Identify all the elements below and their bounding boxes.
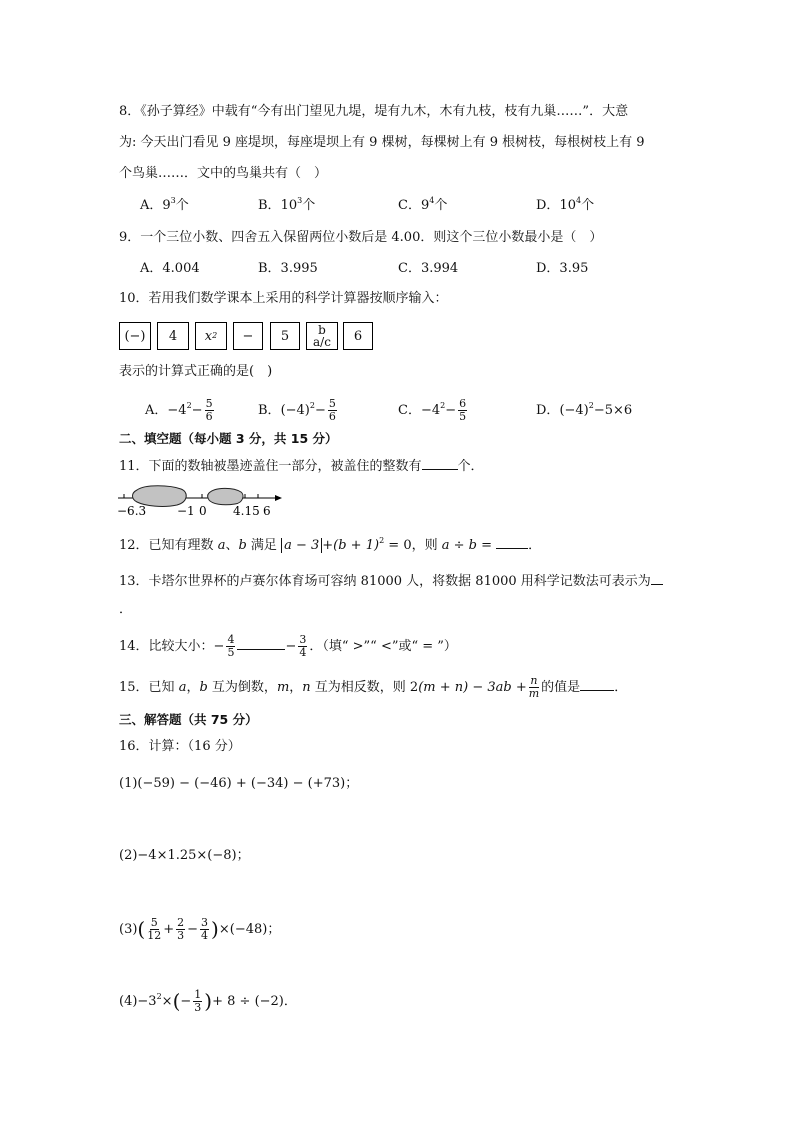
calc-key-fraction: b a/c xyxy=(306,322,338,350)
q16-part1: (1)(−59) − (−46) + (−34) − (+73)； xyxy=(119,776,359,791)
q11-text: 11．下面的数轴被墨迹盖住一部分，被盖住的整数有 个． xyxy=(119,455,484,477)
q9-option-c: C．3.994 xyxy=(398,261,459,276)
q10-prompt: 表示的计算式正确的是( ) xyxy=(119,364,273,379)
q16-part4: $(4)-3^2\times(-$ $\frac{1}{3}$ )+ 8 ÷ (−2)． xyxy=(119,988,297,1014)
q8-option-b: B．$10^3$个 xyxy=(258,196,316,213)
q9-text: 9．一个三位小数、四舍五入保留两位小数后是 4.00．则这个三位小数最小是（ ） xyxy=(119,230,603,245)
q10-option-c: C．$-4^2-$ $\frac{6}{5}$ xyxy=(398,397,467,423)
axis-label-neg6-3: −6.3 xyxy=(117,504,147,518)
q8-line1: 8．《孙子算经》中载有“今有出门望见九堤，堤有九木，木有九枝，枝有九巢……”．大意 xyxy=(119,104,629,119)
q8-option-a: A．$9^3$个 xyxy=(140,196,189,213)
q9-option-d: D．3.95 xyxy=(536,261,589,276)
axis-label-4-15: 4.15 xyxy=(233,504,260,518)
calc-key-6: 6 xyxy=(343,322,373,350)
q14-text: 14．比较大小：− $\frac{4}{5}$ − $\frac{3}{4}$ ．（填“ >”“ <”或“ = ”） xyxy=(119,633,457,659)
q10-text: 10．若用我们数学课本上采用的科学计算器按顺序输入： xyxy=(119,291,448,306)
axis-label-6: 6 xyxy=(263,504,271,518)
calc-key-5: 5 xyxy=(270,322,300,350)
calc-key-4: 4 xyxy=(157,322,189,350)
number-line-figure xyxy=(115,484,290,518)
ink-blot-right xyxy=(208,488,244,504)
q10-option-a: A．$-4^2-$ $\frac{5}{6}$ xyxy=(145,397,213,423)
q8-option-d: D．$10^4$个 xyxy=(536,196,595,213)
calc-key-square: x 2 xyxy=(195,322,227,350)
calc-key-negative: (−) xyxy=(119,322,151,350)
q8-line3: 个鸟巢……．文中的鸟巢共有（ ） xyxy=(119,166,328,181)
axis-label-neg1: −1 xyxy=(177,504,195,518)
q13-line2: ． xyxy=(119,602,133,617)
section-3-heading: 三、解答题（共 75 分） xyxy=(119,712,258,727)
calc-key-minus: − xyxy=(233,322,263,350)
axis-label-0: 0 xyxy=(199,504,207,518)
q16-part2: (2)−4×1.25×(−8)； xyxy=(119,848,250,863)
q12-text: 12．已知有理数 a、b 满足 $a - 3 +(b + 1)^2 = 0$，则 a ÷ b = ． xyxy=(119,536,542,553)
q8-option-c: C．$9^4$个 xyxy=(398,196,448,213)
q16-title: 16．计算：（16 分） xyxy=(119,739,241,754)
q9-option-a: A．4.004 xyxy=(140,261,200,276)
q13-line1: 13．卡塔尔世界杯的卢赛尔体育场可容纳 81000 人，将数据 81000 用科学记数法可表示为 xyxy=(119,570,663,592)
q15-text: 15．已知 a，b 互为倒数，m，n 互为相反数，则 2(m + n) − 3ab + $\frac{n}{m}$ 的值是 ． xyxy=(119,674,628,700)
q8-line2: 为: 今天出门看见 9 座堤坝，每座堤坝上有 9 棵树，每棵树上有 9 根树枝，每根树枝上有 9 xyxy=(119,135,645,150)
q10-option-d: D．$(-4)^2-5\times 6$ xyxy=(536,401,633,418)
q16-part3: (3)( $\frac{5}{12}$ + $\frac{2}{3}$ − $\frac{3}{4}$ )×(−48)； xyxy=(119,916,281,942)
q9-option-b: B．3.995 xyxy=(258,261,318,276)
number-line-arrow-icon xyxy=(275,495,282,501)
section-2-heading: 二、填空题（每小题 3 分，共 15 分） xyxy=(119,431,338,446)
q10-option-b: B．$(-4)^2-$ $\frac{5}{6}$ xyxy=(258,397,336,423)
